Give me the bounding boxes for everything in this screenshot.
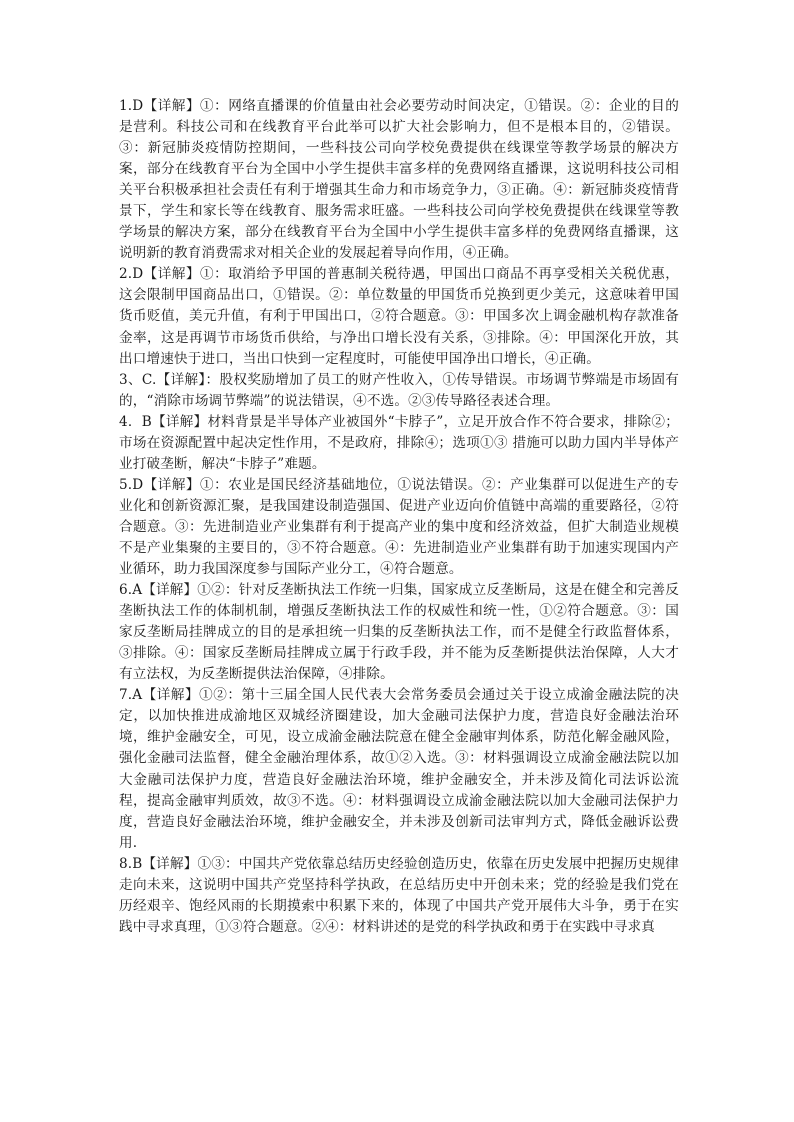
answer-explanations	[119, 96, 679, 938]
answer-item-2: 2.D【详解】①：取消给予甲国的普惠制关税待遇，甲国出口商品不再享受相关关税优惠，这会限制甲国商品出口，①错误。②：单位数量的甲国货币兑换到更少美元，这意味着甲国货币贬值，美元升值，有利于甲国出口，②符合题意。③：甲国多次上调金融机构存款准备金率，这是再调节市场货币供给，与净出口增长没有关系，③排除。④：甲国深化开放，其出口增速快于进口，当出口快到一定程度时，可能使甲国净出口增长，④正确。	[119, 266, 679, 367]
answer-item-7: 7.A【详解】①②：第十三届全国人民代表大会常务委员会通过关于设立成渝金融法院的决定，以加快推进成渝地区双城经济圈建设，加大金融司法保护力度，营造良好金融法治环境，维护金融安全，可见，设立成渝金融法院意在健全金融审判体系，防范化解金融风险，强化金融司法监督，健全金融治理体系，故①②入选。③：材料强调设立成渝金融法院以加大金融司法保护力度，营造良好金融法治环境，维护金融安全，并未涉及简化司法诉讼流程，提高金融审判质效，故③不选。④：材料强调设立成渝金融法院以加大金融司法保护力度，营造良好金融法治环境，维护金融安全，并未涉及创新司法审判方式，降低金融诉讼费用.	[119, 687, 679, 851]
answer-item-6: 6.A【详解】①②：针对反垄断执法工作统一归集，国家成立反垄断局，这是在健全和完善反垄断执法工作的体制机制，增强反垄断执法工作的权威性和统一性，①②符合题意。③：国家反垄断局挂牌成立的目的是承担统一归集的反垄断执法工作，而不是健全行政监督体系，③排除。④：国家反垄断局挂牌成立属于行政手段，并不能为反垄断提供法治保障，人大才有立法权，为反垄断提供法治保障，④排除。	[119, 582, 679, 683]
answer-item-3: 3、C.【详解】：股权奖励增加了员工的财产性收入，①传导错误。市场调节弊端是市场固有的，“消除市场调节弊端”的说法错误，④不选。②③传导路径表述合理。	[119, 371, 679, 409]
answer-item-4: 4．B【详解】材料背景是半导体产业被国外“卡脖子”，立足开放合作不符合要求，排除②；市场在资源配置中起决定性作用，不是政府，排除④；选项①③ 措施可以助力国内半导体产业打破垄断，解决“卡脖子”难题。	[119, 413, 679, 472]
answer-item-1: 1.D【详解】①：网络直播课的价值量由社会必要劳动时间决定，①错误。②：企业的目的是营利。科技公司和在线教育平台此举可以扩大社会影响力，但不是根本目的，②错误。③：新冠肺炎疫情防控期间，一些科技公司向学校免费提供在线课堂等教学场景的解决方案，部分在线教育平台为全国中小学生提供丰富多样的免费网络直播课，这说明科技公司相关平台积极承担社会责任有利于增强其生命力和市场竞争力，③正确。④：新冠肺炎疫情背景下，学生和家长等在线教育、服务需求旺盛。一些科技公司向学校免费提供在线课堂等教学场景的解决方案，部分在线教育平台为全国中小学生提供丰富多样的免费网络直播课，这说明新的教育消费需求对相关企业的发展起着导向作用，④正确。	[119, 98, 679, 262]
answer-item-5: 5.D【详解】①：农业是国民经济基础地位，①说法错误。②：产业集群可以促进生产的专业化和创新资源汇聚，是我国建设制造强国、促进产业迈向价值链中高端的重要路径，②符合题意。③：先进制造业产业集群有利于提高产业的集中度和经济效益，但扩大制造业规模不是产业集聚的主要目的，③不符合题意。④：先进制造业产业集群有助于加速实现国内产业循环，助力我国深度参与国际产业分工，④符合题意。	[119, 476, 679, 578]
answer-item-8: 8.B【详解】①③：中国共产党依靠总结历史经验创造历史，依靠在历史发展中把握历史规律走向未来，这说明中国共产党坚持科学执政，在总结历史中开创未来；党的经验是我们党在历经艰辛、饱经风雨的长期摸索中积累下来的，体现了中国共产党开展伟大斗争，勇于在实践中寻求真理，①③符合题意。②④：材料讲述的是党的科学执政和勇于在实践中寻求真	[119, 855, 679, 935]
